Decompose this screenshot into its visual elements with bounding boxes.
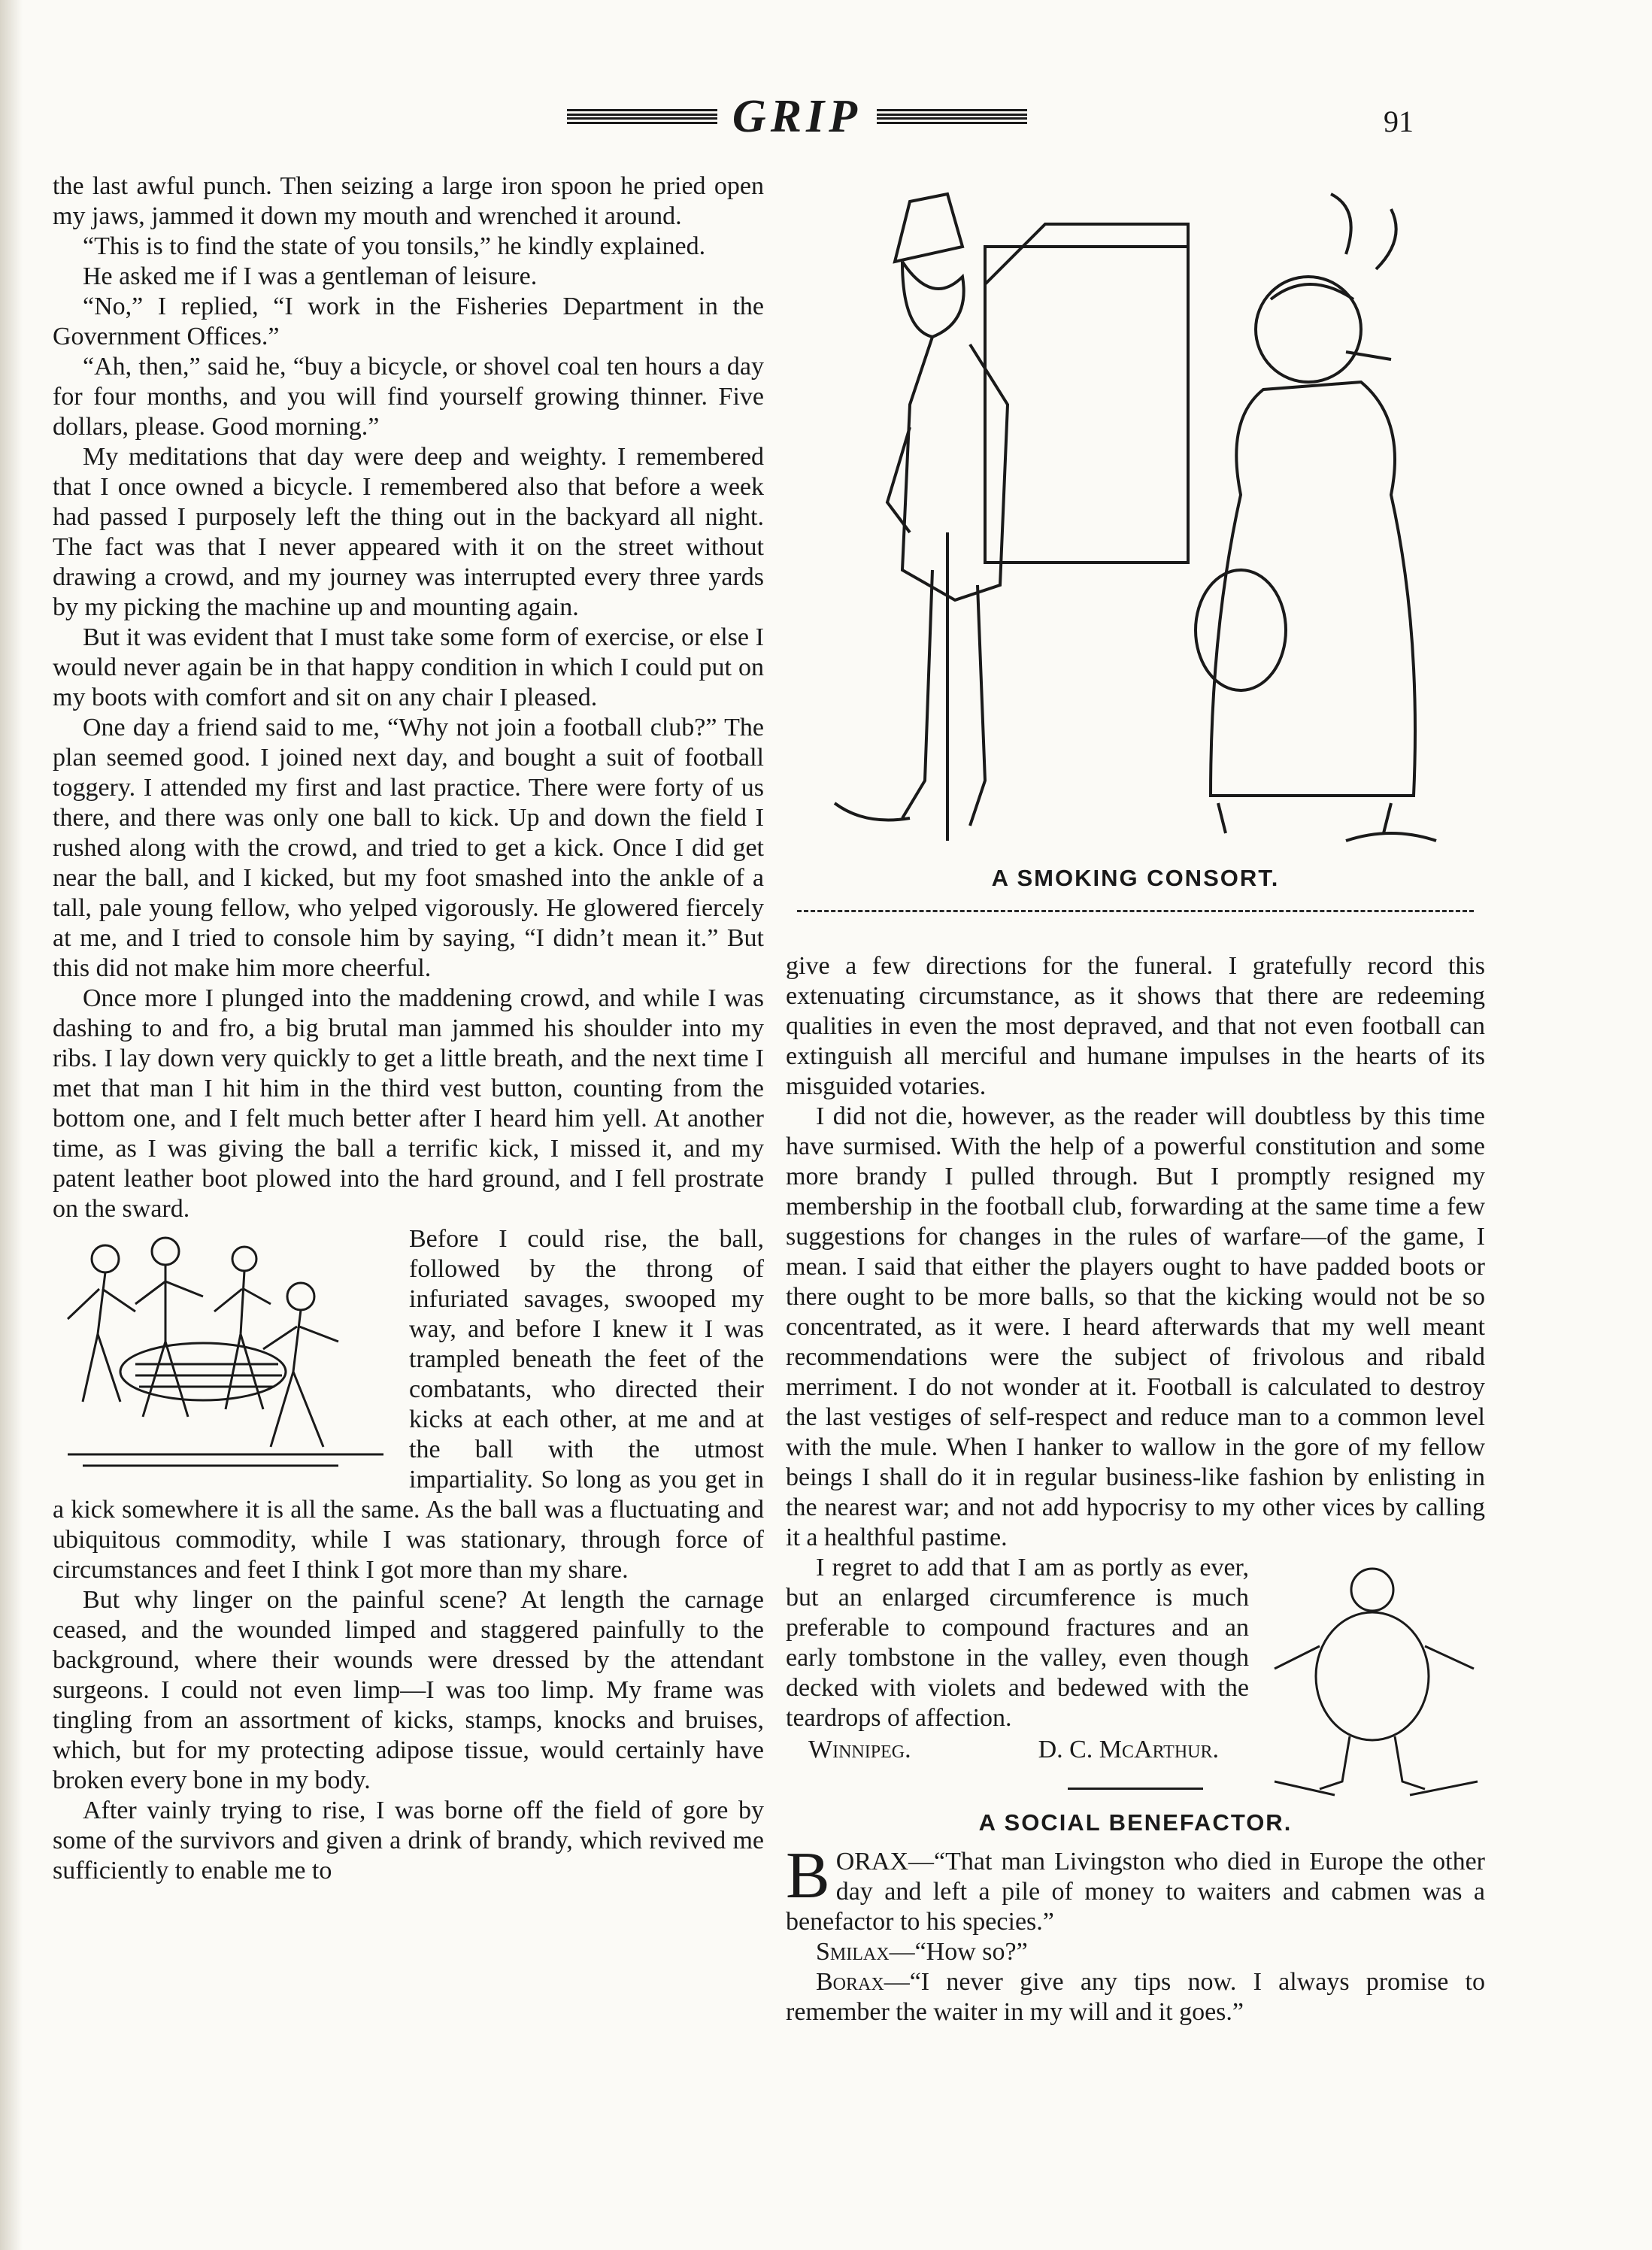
- dialogue-text: —“I never give any tips now. I always promise to remember the waiter in my will and it goes.”: [786, 1968, 1485, 2026]
- dashed-divider: [797, 910, 1474, 912]
- paragraph: One day a friend said to me, “Why not join a football club?” The plan seemed good. I joined next day, and bought a suit of football toggery. I attended my first and last practice. There were forty of us there, and there was only one ball to kick. Up and down the field I rushed along with the crowd, and tried to get a kick. Once I did get near the ball, and I kicked, but my foot smashed into the ankle of a tall, pale young fellow, who yelped vigorously. He glowered fiercely at me, and I tried to console him by saying, “I didn’t mean it.” But this did not make him more cheerful.: [53, 714, 764, 982]
- masthead: [541, 90, 1053, 143]
- signature-place: Winnipeg.: [808, 1736, 911, 1763]
- speaker-name: Smilax: [816, 1938, 890, 1966]
- paragraph: I did not die, however, as the reader will doubtless by this time have surmised. With the help of a powerful constitution and some more brandy I pulled through. But I promptly resigned my membership in the football club, forwarding at the same time a few suggestions for changes in the rules of warfare—of the game, I mean. I said that either the players ought to have padded boots or there ought to be more balls, so that the kicking would not be so concentrated, as it were. I heard afterwards that my well meant recommendations were the subject of frivolous and ribald merriment. I do not wonder at it. Football is calculated to destroy the last vestiges of self-respect and reduce man to a common level with the mule. When I hanker to wallow in the gore of my fellow beings I shall do it in regular business-like fashion by enlisting in the nearest war; and not add hypocrisy to my other vices by calling it a healthful pastime.: [786, 1102, 1485, 1551]
- page-number: 91: [1384, 105, 1414, 138]
- speaker-name: ORAX: [835, 1848, 909, 1876]
- football-scrum-drawing: [53, 1229, 399, 1477]
- section-heading: A SOCIAL BENEFACTOR.: [978, 1809, 1293, 1836]
- paragraph: My meditations that day were deep and weighty. I remembered that I once owned a bicycle. I remembered also that before a week had passed I purposely left the thing out in the backyard all night. The fact was that I never appeared with it on the street without drawing a crowd, and my journey was interrupted every three yards by my picking the machine up and mounting again.: [53, 443, 764, 621]
- paragraph: But it was evident that I must take some form of exercise, or else I would never again be in that happy condition in which I could put on my boots with comfort and sit on any chair I pleased.: [53, 623, 764, 711]
- smoking-consort-illustration: [820, 179, 1451, 856]
- dialogue-line: [786, 1937, 1485, 1967]
- paragraph: Once more I plunged into the maddening crowd, and while I was dashing to and fro, a big brutal man jammed his shoulder into my ribs. I lay down very quickly to get a little breath, and the next time I met that man I hit him in the third vest button, counting from the bottom one, and I felt much better after I heard him yell. At another time, as I was giving the ball a terrific kick, I missed it, and my patent leather boot plowed into the hard ground, and I fell prostrate on the sward.: [53, 984, 764, 1223]
- illustration-caption: A SMOKING CONSORT.: [991, 865, 1280, 891]
- paragraph: “No,” I replied, “I work in the Fisheries Department in the Government Offices.”: [53, 293, 764, 350]
- paragraph: He asked me if I was a gentleman of leisure.: [83, 262, 538, 290]
- paragraph: the last awful punch. Then seizing a large iron spoon he pried open my jaws, jammed it down my mouth and wrenched it around.: [53, 172, 764, 230]
- football-scrum-illustration: [53, 1229, 399, 1477]
- paragraph: “This is to find the state of you tonsils,” he kindly explained.: [83, 232, 706, 260]
- paragraph: I regret to add that I am as portly as ever, but an enlarged circumference is much preferable to compound fractures and an early tombstone in the valley, even though decked with violets and bedewed with the teardrops of affection.: [786, 1554, 1249, 1732]
- portly-man-illustration: [1259, 1556, 1485, 1804]
- section-divider: [1068, 1788, 1203, 1790]
- left-column: [53, 171, 764, 1886]
- paragraph: “Ah, then,” said he, “buy a bicycle, or shovel coal ten hours a day for four months, and you will find yourself growing thinner. Five dollars, please. Good morning.”: [53, 353, 764, 441]
- speaker-name: Borax: [816, 1968, 884, 1996]
- paragraph: After vainly trying to rise, I was borne off the field of gore by some of the survivors and given a drink of brandy, which revived me sufficiently to enable me to: [53, 1797, 764, 1885]
- page-edge: [0, 0, 23, 2250]
- smoking-consort-drawing: [820, 179, 1451, 856]
- dialogue-line: [786, 1967, 1485, 2027]
- paragraph: give a few directions for the funeral. I gratefully record this extenuating circumstance, as it shows that there are redeeming qualities in even the most depraved, and that not even football can extinguish all merciful and humane impulses in the hearts of its misguided votaries.: [786, 952, 1485, 1100]
- signature-author: D. C. McArthur.: [1038, 1736, 1219, 1763]
- dialogue-text: —“How so?”: [889, 1938, 1028, 1966]
- dialogue-line: [786, 1839, 1485, 1937]
- masthead-title: GRIP: [732, 90, 862, 142]
- dialogue-text: —“That man Livingston who died in Europe the other day and left a pile of money to waiters and cabmen was a benefactor to his species.”: [786, 1848, 1485, 1936]
- paragraph: Before I could rise, the ball, followed by the throng of infuriated savages, swooped my way, and before I knew it I was trampled beneath the feet of the combatants, who directed their kicks at each other, at me and at the ball with the utmost impartiality. So long as you get in a kick somewhere it is all the same. As the ball was a fluctuating and ubiquitous commodity, while I was stationary, through force of circumstances and feet I think I got more than my share.: [53, 1225, 764, 1584]
- masthead-rule-left: [567, 109, 717, 124]
- signature-line: [786, 1735, 1249, 1765]
- drop-cap: B: [786, 1839, 830, 1912]
- portly-man-drawing: [1259, 1556, 1485, 1804]
- right-column: [786, 951, 1485, 2027]
- paragraph: But why linger on the painful scene? At length the carnage ceased, and the wounded limped and staggered painfully to the background, where their wounds were dressed by the attendant surgeons. I could not even limp—I was too limp. My frame was tingling from an assortment of kicks, stamps, knocks and bruises, which, but for my protecting adipose tissue, would certainly have broken every bone in my body.: [53, 1586, 764, 1794]
- masthead-rule-right: [877, 109, 1027, 124]
